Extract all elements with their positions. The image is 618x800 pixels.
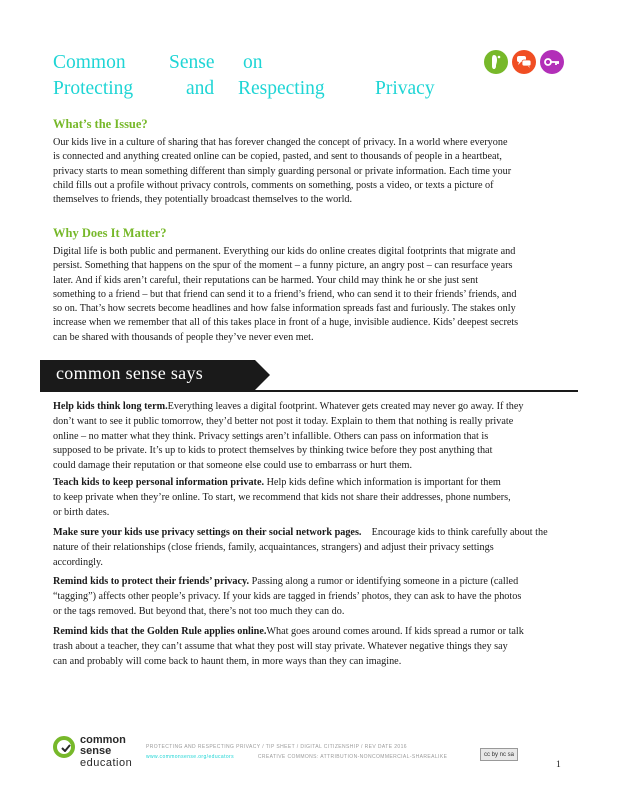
tip-text: Everything leaves a digital footprint. Whatever gets created may never go away. If they xyxy=(167,401,524,412)
logo-text: education xyxy=(80,757,133,769)
footprint-icon xyxy=(484,50,508,74)
paragraph-line: later. And if kids aren’t careful, their reputations can be harmed. Your child may think he or she just sent xyxy=(53,274,479,286)
logo-text: common xyxy=(80,734,126,746)
tip-line: to keep private when they’re online. To start, we recommend that kids not share their addresses, phone numbers, xyxy=(53,491,511,503)
tip-line: online – no matter what they think. Privacy settings aren’t infallible. Others can pass on information that is xyxy=(53,430,489,442)
page-number: 1 xyxy=(556,760,561,770)
footer-doc-info: PROTECTING AND RESPECTING PRIVACY / TIP SHEET / DIGITAL CITIZENSHIP / REV DATE 2016 xyxy=(146,744,407,750)
footer-license: CREATIVE COMMONS: ATTRIBUTION-NONCOMMERCIAL-SHAREALIKE xyxy=(257,754,448,760)
tip-line: “tagging”) affects other people’s privacy. If your kids are tagged in friends’ photos, they can ask to have the photos xyxy=(53,590,522,602)
tip-heading: Teach kids to keep personal information private. xyxy=(53,477,265,488)
paragraph-line: persist. Something that happens on the spur of the moment – a funny picture, an angry post – can resurface years xyxy=(53,260,513,272)
logo-text: sense xyxy=(80,745,112,757)
paragraph-line: Digital life is both public and permanent. Everything our kids do online creates digital footprints that migrate and xyxy=(53,246,516,257)
title-word: Sense xyxy=(169,52,215,73)
paragraph-line: themselves to friends, they potentially broadcast themselves to the world. xyxy=(53,194,353,206)
tip-line: can and probably will come back to haunt them, in more ways than they can imagine. xyxy=(53,655,402,667)
tip-line: nature of their relationships (close friends, family, acquaintances, strangers) and adjust their privacy settings xyxy=(53,541,494,553)
title-word: Protecting xyxy=(53,78,134,99)
paragraph-line: privacy starts to mean something different than simply guarding personal or private information. Each time your xyxy=(53,165,512,177)
creative-commons-badge[interactable]: cc by nc sa xyxy=(480,748,518,761)
tip-item xyxy=(53,400,571,474)
tip-line: or birth dates. xyxy=(53,506,110,518)
header-icons xyxy=(484,50,564,74)
logo-check-icon xyxy=(53,736,75,758)
banner-arrow xyxy=(255,360,270,390)
paragraph-line: something to a friend – but that friend can send it to a friend’s friend, who can send it to their friends’ friends, and xyxy=(53,288,517,300)
section-heading-matter: Why Does It Matter? xyxy=(53,226,167,240)
tip-heading: Remind kids that the Golden Rule applies online. xyxy=(53,626,267,637)
tip-text: Encourage kids to think carefully about the xyxy=(361,527,548,538)
paragraph-line: Our kids live in a culture of sharing that has forever changed the concept of privacy. In a world where everyone xyxy=(53,137,508,148)
tip-line: accordingly. xyxy=(53,556,103,568)
common-sense-education-logo xyxy=(53,734,133,772)
key-icon xyxy=(540,50,564,74)
tip-item xyxy=(53,476,571,520)
title-word: Respecting xyxy=(238,78,325,99)
title-word: on xyxy=(243,52,263,73)
title-word: Privacy xyxy=(375,78,435,99)
paragraph-line: so on. That’s how secrets become headlines and how false information spreads fast and furiously. The stakes only xyxy=(53,303,516,315)
title-word: Common xyxy=(53,52,126,73)
tip-line: trash about a teacher, they can’t assume that what they post will stay private. Whatever negative things they say xyxy=(53,640,508,652)
paragraph-line: is connected and anything created online can be copied, pasted, and sent to thousands of people in a heartbeat, xyxy=(53,151,502,163)
paragraph-line: can be shared with thousands of people they’ve never even met. xyxy=(53,331,314,343)
tip-item xyxy=(53,575,571,619)
tip-item xyxy=(53,625,571,669)
tip-item xyxy=(53,526,571,570)
tip-text: Passing along a rumor or identifying someone in a picture (called xyxy=(249,576,519,587)
section-body-issue xyxy=(53,136,565,207)
paragraph-line: child fills out a profile without privacy controls, comments on something, posts a video, or texts a picture of xyxy=(53,179,494,191)
paragraph-line: increase when we remember that all of this takes place in front of a huge, invisible audience. Kids’ deepest secrets xyxy=(53,317,519,329)
tip-line: supposed to be private. It’s up to kids to protect themselves by thinking twice before they post anything that xyxy=(53,445,493,457)
tip-text: What goes around comes around. If kids spread a rumor or talk xyxy=(266,626,524,637)
tip-line: or the tags removed. But beyond that, there’s not too much they can do. xyxy=(53,605,345,617)
page-title xyxy=(53,50,453,102)
common-sense-says-banner xyxy=(40,360,578,390)
tip-heading: Help kids think long term. xyxy=(53,401,168,412)
title-word: and xyxy=(186,78,215,99)
tip-line: could damage their reputation or that someone else could use to embarrass or hurt them. xyxy=(53,460,412,472)
tip-heading: Remind kids to protect their friends’ privacy. xyxy=(53,576,250,587)
tip-text: Help kids define which information is important for them xyxy=(264,477,501,488)
section-heading-issue: What’s the Issue? xyxy=(53,117,148,131)
tip-heading: Make sure your kids use privacy settings on their social network pages. xyxy=(53,527,362,538)
section-body-matter xyxy=(53,245,565,345)
banner-text: common sense says xyxy=(56,363,204,383)
banner-rule xyxy=(40,390,578,392)
footer-website-link[interactable]: www.commonsense.org/educators xyxy=(146,754,235,760)
speech-bubble-icon xyxy=(512,50,536,74)
tip-line: don’t want to see it public tomorrow, they’d better not post it today. Explain to them that nothing is really private xyxy=(53,415,514,427)
footer-link-row xyxy=(146,754,447,760)
